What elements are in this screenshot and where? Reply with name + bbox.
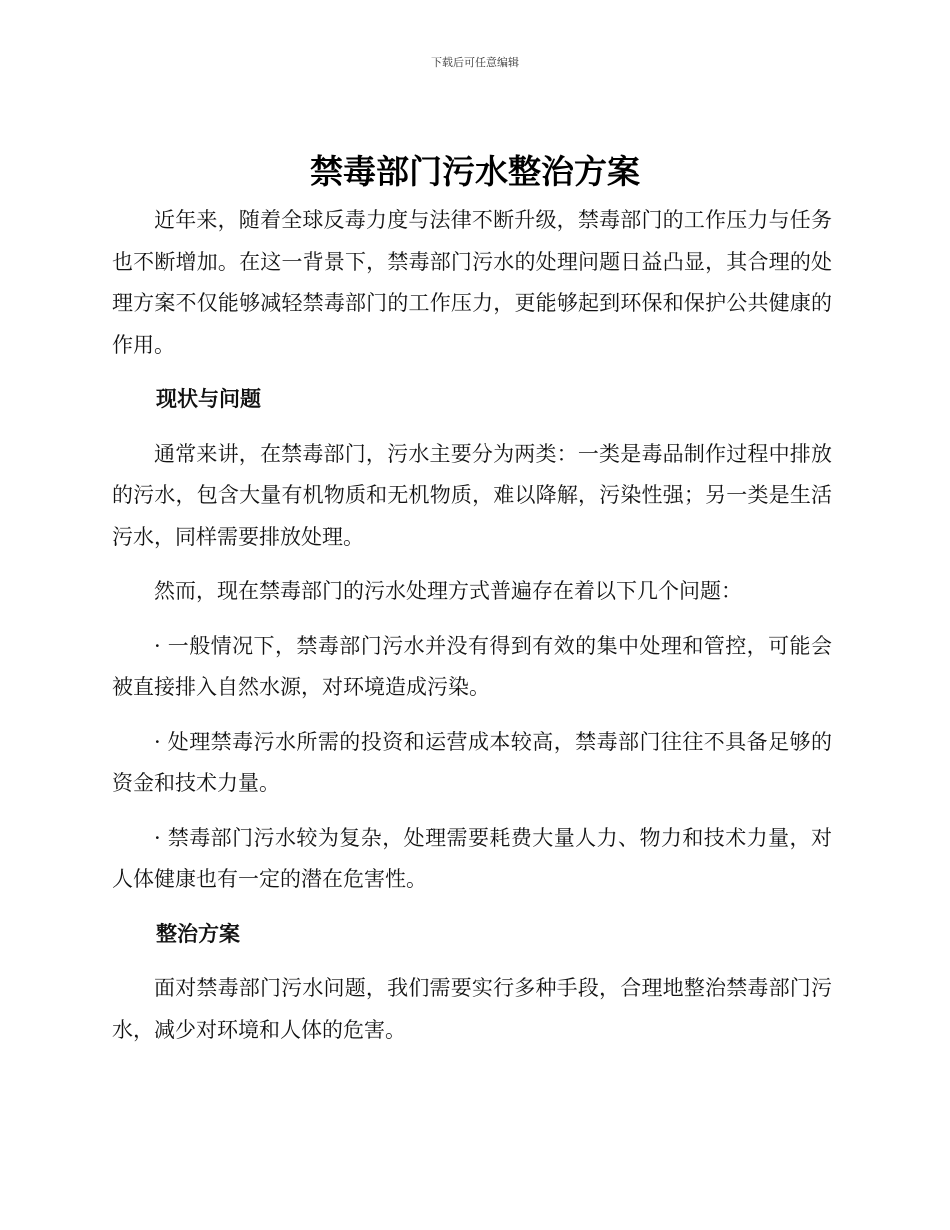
section-heading-plan: 整治方案 [156,921,240,946]
document-body [112,200,832,1051]
section-heading-status: 现状与问题 [156,387,261,411]
problem-bullet-item: · 处理禁毒污水所需的投资和运营成本较高，禁毒部门往往不具备足够的资金和技术力量。 [112,729,832,795]
problem-bullet-item: · 禁毒部门污水较为复杂，处理需要耗费大量人力、物力和技术力量，对人体健康也有一定的潜在危害性。 [112,825,832,891]
intro-paragraph: 近年来，随着全球反毒力度与法律不断升级，禁毒部门的工作压力与任务也不断增加。在这一背景下，禁毒部门污水的处理问题日益凸显，其合理的处理方案不仅能够减轻禁毒部门的工作压力，更能够起到环保和保护公共健康的作用。 [112,208,832,357]
plan-paragraph: 面对禁毒部门污水问题，我们需要实行多种手段，合理地整治禁毒部门污水，减少对环境和人体的危害。 [112,976,832,1042]
status-paragraph: 通常来讲，在禁毒部门，污水主要分为两类：一类是毒品制作过程中排放的污水，包含大量有机物质和无机物质，难以降解，污染性强；另一类是生活污水，同样需要排放处理。 [112,441,832,549]
problem-bullet-item: · 一般情况下，禁毒部门污水并没有得到有效的集中处理和管控，可能会被直接排入自然水源，对环境造成污染。 [112,633,832,699]
page-header-note: 下载后可任意编辑 [431,56,519,69]
problems-intro-paragraph: 然而，现在禁毒部门的污水处理方式普遍存在着以下几个问题： [154,579,742,603]
document-title: 禁毒部门污水整治方案 [310,152,640,191]
